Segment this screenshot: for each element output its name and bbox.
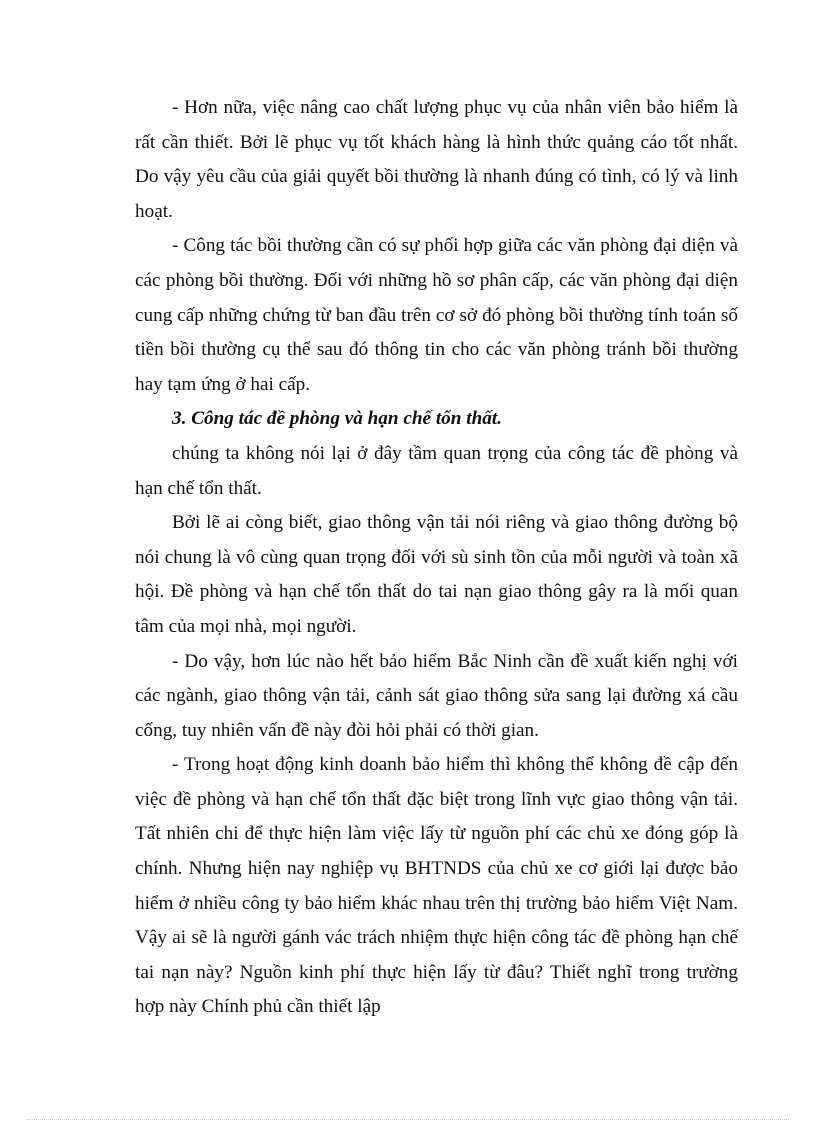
- section-heading: 3. Công tác đề phòng và hạn chế tổn thất.: [172, 408, 502, 430]
- paragraph-insurance-business: - Trong hoạt động kinh doanh bảo hiểm thì không thể không đề cập đến việc đề phòng và hạn chế tổn thất đặc biệt trong lĩnh vực giao thông vận tải. Tất nhiên chi để thực hiện làm việc lấy từ nguồn phí các chủ xe đóng góp là chính. Nhưng hiện nay nghiệp vụ BHTNDS của chủ xe cơ giới lại được bảo hiểm ở nhiều công ty bảo hiểm khác nhau trên thị trường bảo hiểm Việt Nam. Vậy ai sẽ là người gánh vác trách nhiệm thực hiện công tác đề phòng hạn chế tai nạn này? Nguồn kinh phí thực hiện lấy từ đâu? Thiết nghĩ trong trường hợp này Chính phủ cần thiết lập: [135, 754, 738, 1018]
- paragraph-traffic-safety: Bởi lẽ ai còng biết, giao thông vận tải nói riêng và giao thông đường bộ nói chung là vô cùng quan trọng đối với sù sinh tồn của mỗi người và toàn xã hội. Đề phòng và hạn chế tổn thất do tai nạn giao thông gây ra là mối quan tâm của mọi nhà, mọi người.: [135, 512, 738, 637]
- paragraph-claims-coordination: - Công tác bồi thường cần có sự phối hợp giữa các văn phòng đại diện và các phòng bồi thường. Đối với những hồ sơ phân cấp, các văn phòng đại diện cung cấp những chứng từ ban đầu trên cơ sở đó phòng bồi thường tính toán số tiền bồi thường cụ thể sau đó thông tin cho các văn phòng tránh bồi thường hay tạm ứng ở hai cấp.: [135, 235, 738, 395]
- page-bottom-rule: [27, 1119, 789, 1120]
- paragraph-importance: chúng ta không nói lại ở đây tầm quan trọng của công tác đề phòng và hạn chế tổn thất.: [135, 442, 738, 499]
- paragraph-recommendation: - Do vậy, hơn lúc nào hết bảo hiểm Bắc Ninh cần đề xuất kiến nghị với các ngành, giao thông vận tải, cảnh sát giao thông sửa sang lại đường xá cầu cống, tuy nhiên vấn đề này đòi hỏi phải có thời gian.: [135, 650, 738, 741]
- paragraph-service-quality: - Hơn nữa, việc nâng cao chất lượng phục vụ của nhân viên bảo hiểm là rất cần thiết. Bởi lẽ phục vụ tốt khách hàng là hình thức quảng cáo tốt nhất. Do vậy yêu cầu của giải quyết bồi thường là nhanh đúng có tình, có lý và linh hoạt.: [135, 97, 738, 222]
- document-body: [135, 91, 738, 1025]
